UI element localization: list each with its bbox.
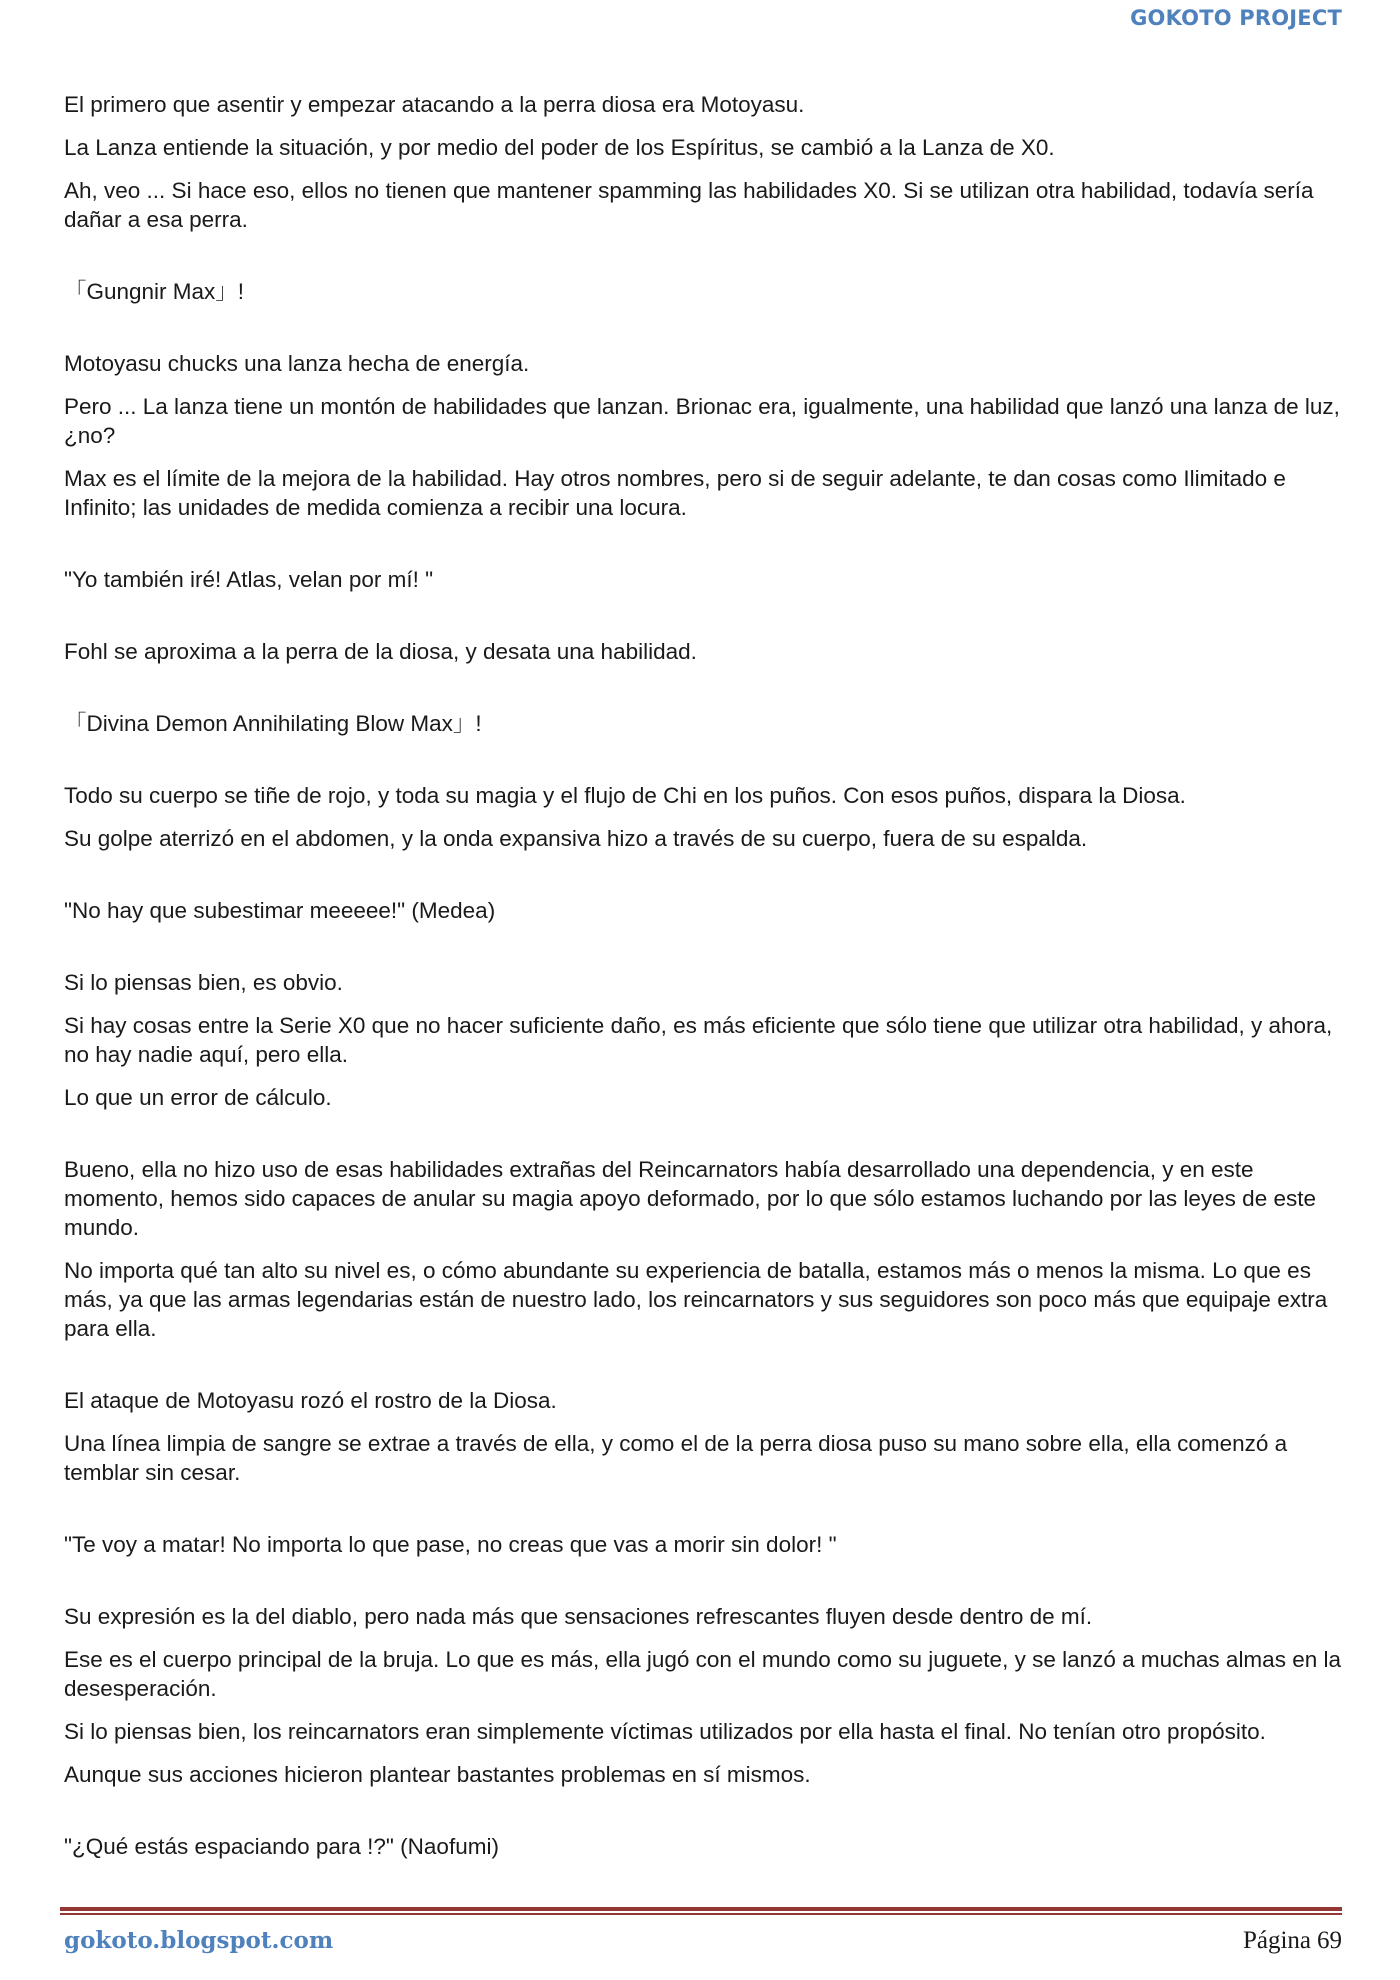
paragraph: No importa qué tan alto su nivel es, o cómo abundante su experiencia de batalla, estamos más o menos la misma. Lo que es más, ya que las armas legendarias están de nuestro lado, los reincarnators y sus seguidores son poco más que equipaje extra para ella.	[64, 1258, 1328, 1341]
paragraph: Su expresión es la del diablo, pero nada más que sensaciones refrescantes fluyen desde dentro de mí.	[64, 1604, 1093, 1629]
document-body	[64, 90, 1344, 1861]
paragraph-dialogue: "Yo también iré! Atlas, velan por mí! "	[64, 567, 434, 592]
footer-divider-thick	[60, 1907, 1342, 1911]
paragraph: Todo su cuerpo se tiñe de rojo, y toda su magia y el flujo de Chi en los puños. Con esos puños, dispara la Diosa.	[64, 783, 1186, 808]
paragraph: Lo que un error de cálculo.	[64, 1085, 332, 1110]
paragraph: Si lo piensas bien, es obvio.	[64, 970, 343, 995]
page-label: Página	[1242, 1927, 1311, 1954]
footer-divider-thin	[60, 1913, 1342, 1915]
paragraph-dialogue: "¿Qué estás espaciando para !?" (Naofumi)	[64, 1834, 499, 1859]
paragraph-dialogue: "No hay que subestimar meeeee!" (Medea)	[64, 898, 496, 923]
page-number-value: 69	[1317, 1927, 1342, 1954]
paragraph: La Lanza entiende la situación, y por medio del poder de los Espíritus, se cambió a la Lanza de X0.	[64, 135, 1055, 160]
paragraph-dialogue: "Te voy a matar! No importa lo que pase, no creas que vas a morir sin dolor! "	[64, 1532, 837, 1557]
paragraph: Una línea limpia de sangre se extrae a través de ella, y como el de la perra diosa puso su mano sobre ella, ella comenzó a temblar sin cesar.	[64, 1431, 1288, 1485]
paragraph: Aunque sus acciones hicieron plantear bastantes problemas en sí mismos.	[64, 1762, 811, 1787]
paragraph: Fohl se aproxima a la perra de la diosa, y desata una habilidad.	[64, 639, 697, 664]
paragraph: Max es el límite de la mejora de la habilidad. Hay otros nombres, pero si de seguir adelante, te dan cosas como Ilimitado e Infinito; las unidades de medida comienza a recibir una locura.	[64, 466, 1286, 520]
paragraph: Si hay cosas entre la Serie X0 que no hacer suficiente daño, es más eficiente que sólo tiene que utilizar otra habilidad, y ahora, no hay nadie aquí, pero ella.	[64, 1013, 1333, 1067]
paragraph-skill-call: 「Gungnir Max」!	[64, 279, 245, 304]
paragraph: El primero que asentir y empezar atacando a la perra diosa era Motoyasu.	[64, 92, 805, 117]
paragraph: Ese es el cuerpo principal de la bruja. Lo que es más, ella jugó con el mundo como su juguete, y se lanzó a muchas almas en la desesperación.	[64, 1647, 1341, 1701]
paragraph: El ataque de Motoyasu rozó el rostro de la Diosa.	[64, 1388, 557, 1413]
header-title: GOKOTO PROJECT	[1130, 6, 1342, 30]
paragraph: Si lo piensas bien, los reincarnators eran simplemente víctimas utilizados por ella hasta el final. No tenían otro propósito.	[64, 1719, 1266, 1744]
paragraph: Motoyasu chucks una lanza hecha de energía.	[64, 351, 530, 376]
paragraph: Pero ... La lanza tiene un montón de habilidades que lanzan. Brionac era, igualmente, una habilidad que lanzó una lanza de luz, ¿no?	[64, 394, 1340, 448]
paragraph: Ah, veo ... Si hace eso, ellos no tienen que mantener spamming las habilidades X0. Si se utilizan otra habilidad, todavía sería dañar a esa perra.	[64, 178, 1314, 232]
page-header	[1130, 0, 1342, 36]
paragraph: Bueno, ella no hizo uso de esas habilidades extrañas del Reincarnators había desarrollado una dependencia, y en este momento, hemos sido capaces de anular su magia apoyo deformado, por lo que sólo estamos luchando por las leyes de este mundo.	[64, 1157, 1316, 1240]
paragraph-skill-call: 「Divina Demon Annihilating Blow Max」!	[64, 711, 482, 736]
page-number	[1243, 1927, 1342, 1955]
paragraph: Su golpe aterrizó en el abdomen, y la onda expansiva hizo a través de su cuerpo, fuera de su espalda.	[64, 826, 1088, 851]
footer-blog-link[interactable]: gokoto.blogspot.com	[64, 1927, 334, 1954]
